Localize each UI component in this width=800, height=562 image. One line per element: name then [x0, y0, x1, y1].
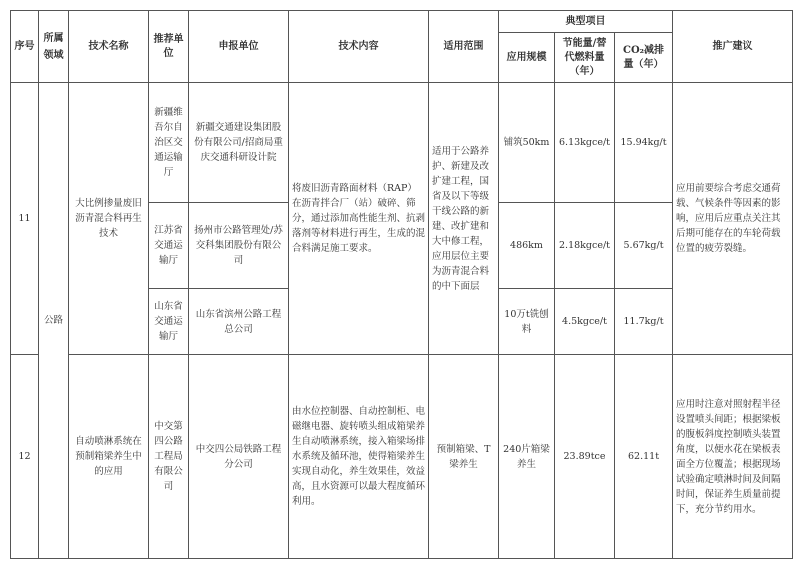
header-advice: 推广建议 [673, 11, 793, 83]
header-field: 所属领域 [39, 11, 69, 83]
case-energy: 4.5kgce/t [555, 289, 615, 355]
row-energy: 23.89tce [555, 355, 615, 559]
case-co2: 11.7kg/t [615, 289, 673, 355]
header-row-1 [11, 11, 793, 33]
row-tech-name: 大比例掺量废旧沥青混合料再生技术 [69, 83, 149, 355]
header-seq: 序号 [11, 11, 39, 83]
case-co2: 15.94kg/t [615, 83, 673, 203]
tech-table [10, 10, 793, 559]
case-applicant: 扬州市公路管理处/苏交科集团股份有限公司 [189, 203, 289, 289]
row-scope: 适用于公路养护、新建及改扩建工程，国省及以下等级干线公路的新建、改扩建和大中修工程，应用层位主要为沥青混合料的中下面层 [429, 83, 499, 355]
row-scale: 240片箱梁养生 [499, 355, 555, 559]
header-scope: 适用范围 [429, 11, 499, 83]
row-advice: 应用前要综合考虑交通荷载、气候条件等因素的影响，应用后应重点关注其后期可能存在的车轮荷载位置的疲劳裂缝。 [673, 83, 793, 355]
table-row [11, 83, 793, 203]
row-scope: 预制箱梁、T梁养生 [429, 355, 499, 559]
row-seq: 12 [11, 355, 39, 559]
header-recommender: 推荐单位 [149, 11, 189, 83]
header-typical: 典型项目 [499, 11, 673, 33]
case-energy: 6.13kgce/t [555, 83, 615, 203]
case-co2: 5.67kg/t [615, 203, 673, 289]
row-recommender: 中交第四公路工程局有限公司 [149, 355, 189, 559]
header-tech-content: 技术内容 [289, 11, 429, 83]
case-energy: 2.18kgce/t [555, 203, 615, 289]
header-applicant: 申报单位 [189, 11, 289, 83]
row-co2: 62.11t [615, 355, 673, 559]
document-page [10, 10, 792, 558]
row-tech-name: 自动喷淋系统在预制箱梁养生中的应用 [69, 355, 149, 559]
header-tech-name: 技术名称 [69, 11, 149, 83]
case-recommender: 江苏省交通运输厅 [149, 203, 189, 289]
header-energy: 节能量/替代燃料量（年） [555, 33, 615, 83]
row-applicant: 中交四公局铁路工程分公司 [189, 355, 289, 559]
field-cell: 公路 [39, 83, 69, 559]
row-seq: 11 [11, 83, 39, 355]
row-advice: 应用时注意对照射程半径设置喷头间距；根据梁板的腹板斜度控制喷头装置角度，以便水花在梁板表面全方位覆盖；根据现场试验确定喷淋时间及间隔时间，保证养生质量前提下，充分节约用水。 [673, 355, 793, 559]
case-recommender: 山东省交通运输厅 [149, 289, 189, 355]
case-applicant: 新疆交通建设集团股份有限公司/招商局重庆交通科研设计院 [189, 83, 289, 203]
row-tech-content: 将废旧沥青路面材料（RAP）在沥青拌合厂（站）破碎、筛分，通过添加高性能生剂、抗剥落剂等材料进行再生，生成的混合料满足施工要求。 [289, 83, 429, 355]
case-applicant: 山东省滨州公路工程总公司 [189, 289, 289, 355]
table-row [11, 355, 793, 559]
header-co2: CO₂减排量（年） [615, 33, 673, 83]
case-recommender: 新疆维吾尔自治区交通运输厅 [149, 83, 189, 203]
row-tech-content: 由水位控制器、自动控制柜、电磁继电器、旋转喷头组成箱梁养生自动喷淋系统，接入箱梁场排水系统及循环池，使得箱梁养生实现自动化，养生效果佳，效益高，且水资源可以最大程度循环利用。 [289, 355, 429, 559]
case-scale: 486km [499, 203, 555, 289]
case-scale: 铺筑50km [499, 83, 555, 203]
case-scale: 10万t铣刨料 [499, 289, 555, 355]
header-scale: 应用规模 [499, 33, 555, 83]
